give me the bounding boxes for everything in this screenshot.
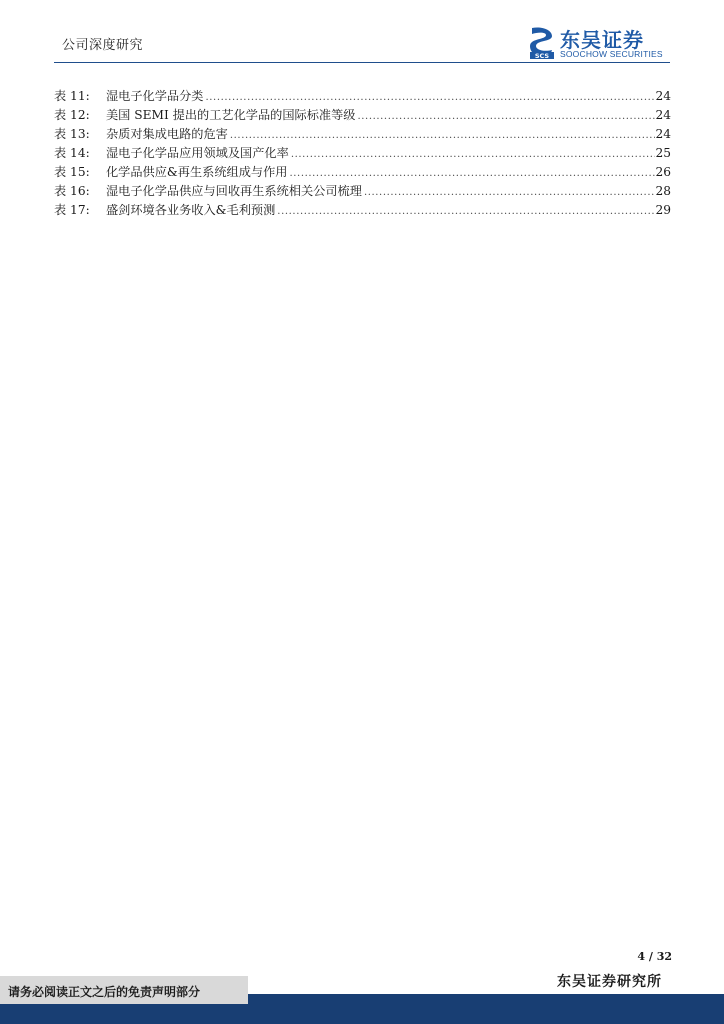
toc-entry[interactable] — [54, 201, 671, 220]
page-number: 4 / 32 — [637, 950, 672, 963]
toc-entry[interactable] — [54, 125, 671, 144]
toc-dot-leader — [291, 145, 655, 164]
footer-bar — [0, 1004, 724, 1024]
logo-name-en: SOOCHOW SECURITIES — [560, 49, 663, 59]
header-divider — [54, 62, 670, 63]
toc-entry[interactable] — [54, 106, 671, 125]
toc-entry-page: 25 — [655, 146, 671, 160]
toc-entry-title: 美国 SEMI 提出的工艺化学品的国际标准等级 — [106, 108, 356, 122]
table-of-tables — [54, 87, 671, 220]
toc-dot-leader — [277, 202, 655, 221]
toc-entry-number: 表 13: — [54, 127, 90, 141]
toc-entry-title: 湿电子化学品分类 — [106, 89, 204, 103]
toc-entry-page: 28 — [655, 184, 671, 198]
logo-name-cn: 东吴证券 — [560, 28, 644, 52]
toc-entry-number: 表 12: — [54, 108, 90, 122]
toc-entry-number: 表 16: — [54, 184, 90, 198]
toc-entry-page: 24 — [655, 89, 671, 103]
toc-entry-title: 湿电子化学品供应与回收再生系统相关公司梳理 — [106, 184, 362, 198]
toc-dot-leader — [206, 88, 656, 107]
toc-entry[interactable] — [54, 144, 671, 163]
toc-entry-number: 表 11: — [54, 89, 90, 103]
soochow-logo-icon — [528, 26, 556, 60]
toc-entry-title: 湿电子化学品应用领域及国产化率 — [106, 146, 289, 160]
toc-entry[interactable] — [54, 87, 671, 106]
toc-entry-number: 表 14: — [54, 146, 90, 160]
toc-dot-leader — [364, 183, 655, 202]
toc-entry-page: 24 — [655, 127, 671, 141]
toc-entry-page: 24 — [655, 108, 671, 122]
disclaimer-text: 请务必阅读正文之后的免责声明部分 — [8, 985, 201, 999]
toc-entry-title: 盛剑环境各业务收入&毛利预测 — [106, 203, 276, 217]
report-type-label: 公司深度研究 — [62, 38, 144, 53]
toc-dot-leader — [357, 107, 655, 126]
toc-entry-number: 表 15: — [54, 165, 90, 179]
research-institute-name: 东吴证券研究所 — [557, 974, 662, 990]
toc-entry-page: 26 — [655, 165, 671, 179]
company-logo — [528, 26, 670, 62]
toc-entry-title: 化学品供应&再生系统组成与作用 — [106, 165, 288, 179]
toc-dot-leader — [230, 126, 655, 145]
disclaimer-banner — [0, 976, 248, 1004]
toc-dot-leader — [289, 164, 655, 183]
toc-entry[interactable] — [54, 182, 671, 201]
toc-entry[interactable] — [54, 163, 671, 182]
toc-entry-page: 29 — [655, 203, 671, 217]
toc-entry-number: 表 17: — [54, 203, 90, 217]
footer-accent-bar — [248, 994, 724, 1004]
logo-mark-text: SCS — [534, 52, 550, 60]
toc-entry-title: 杂质对集成电路的危害 — [106, 127, 228, 141]
